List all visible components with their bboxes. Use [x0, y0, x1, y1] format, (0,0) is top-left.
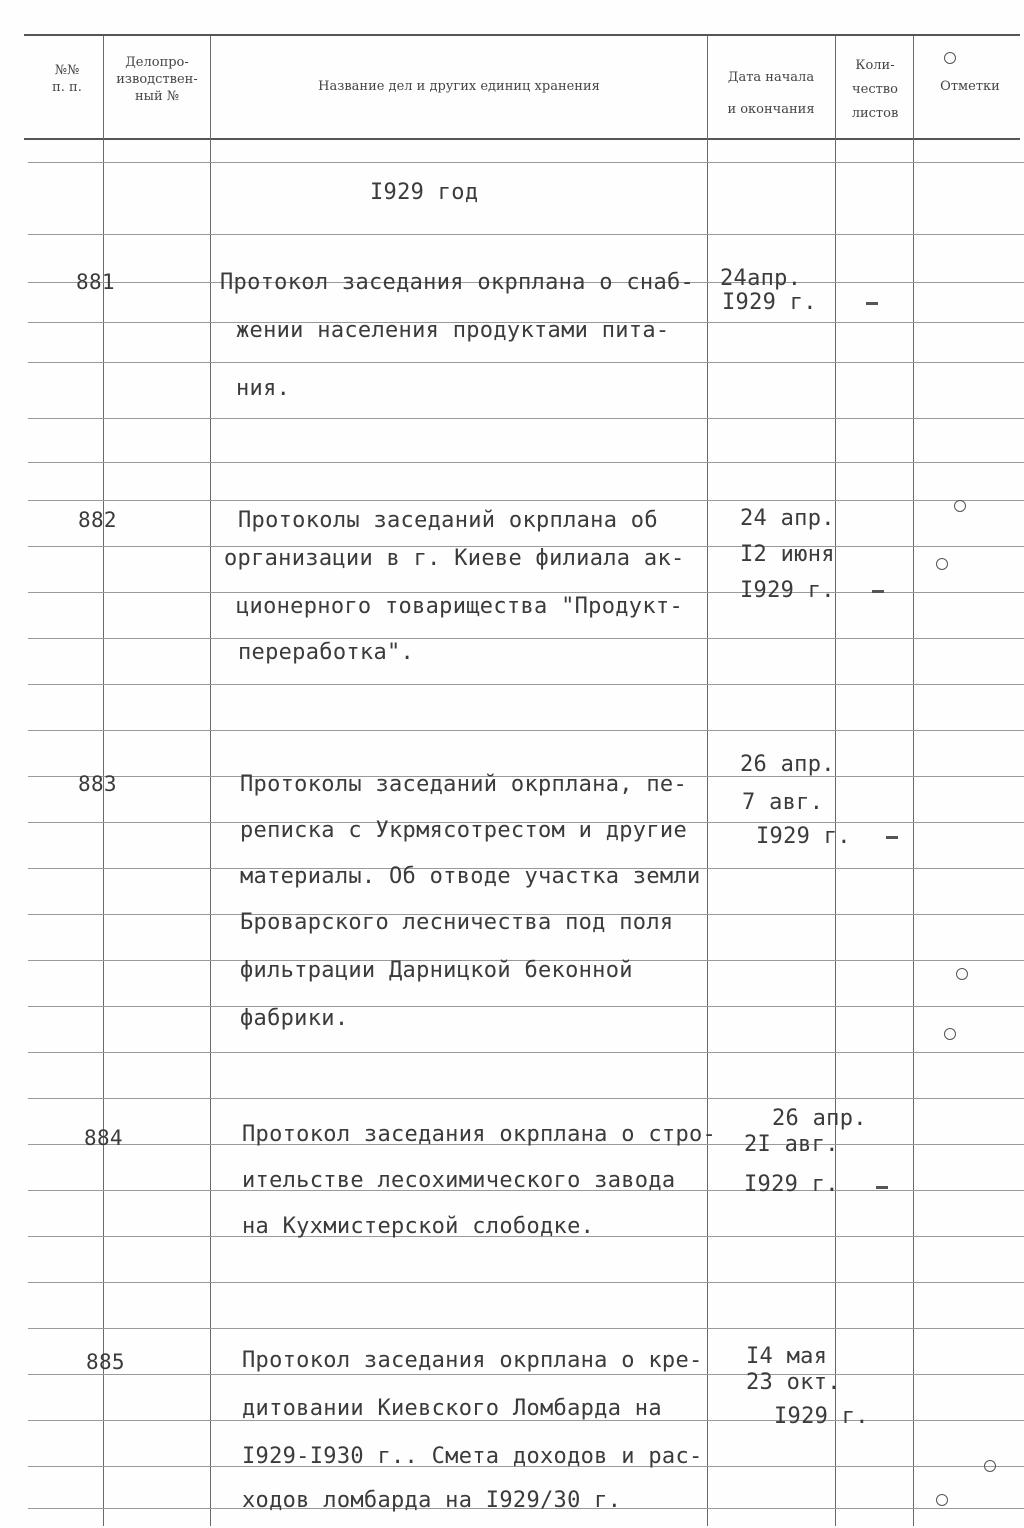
record-number: 885	[86, 1350, 125, 1374]
record-title-line: Протоколы заседаний окрплана об	[238, 508, 658, 533]
ruled-line	[28, 162, 1024, 163]
record-title-line: материалы. Об отводе участка земли	[240, 864, 701, 889]
header-col-dates-line1: Дата начала	[727, 70, 815, 85]
record-date-line: I929 г.	[740, 578, 835, 603]
record-date-line: I929 г.	[774, 1404, 869, 1429]
record-sheets-dash	[876, 1186, 888, 1189]
header-col-office-line3: ный №	[134, 89, 180, 104]
header-col-title	[214, 78, 704, 95]
header-col-office-line2: изводствен-	[116, 72, 198, 87]
record-sheets-dash	[866, 302, 878, 305]
record-date-line: I929 г.	[722, 290, 817, 315]
header-col-number-line1: №№	[54, 63, 80, 78]
record-title-line: Протокол заседания окрплана о снаб-	[220, 270, 695, 295]
ruled-line	[28, 730, 1024, 731]
record-date-line: 7 авг.	[742, 790, 824, 815]
record-title-line: переработка".	[238, 640, 415, 665]
header-bottom-rule	[24, 138, 1020, 140]
record-date-line: I4 мая	[746, 1344, 828, 1369]
record-title-line: ционерного товарищества "Продукт-	[236, 594, 683, 619]
header-col-dates-line2: и окончания	[727, 102, 815, 117]
header-col-notes-text: Отметки	[940, 79, 1000, 94]
header-col-dates	[710, 62, 832, 126]
record-number: 884	[84, 1126, 123, 1150]
record-title-line: на Кухмистерской слободке.	[242, 1214, 595, 1239]
record-date-line: 24апр.	[720, 266, 802, 291]
note-circle-mark	[936, 1494, 948, 1506]
ruled-line	[28, 638, 1024, 639]
record-title-line: фабрики.	[240, 1006, 349, 1031]
ruled-line	[28, 462, 1024, 463]
column-line-5	[913, 36, 914, 1526]
header-col-office	[106, 54, 208, 105]
record-title-line: Протокол заседания окрплана о кре-	[242, 1348, 703, 1373]
record-title-line: ния.	[236, 376, 291, 401]
record-date-line: 2I авг.	[744, 1132, 839, 1157]
record-title-line: ительстве лесохимического завода	[242, 1168, 676, 1193]
header-col-sheets	[838, 54, 912, 126]
note-circle-mark	[954, 500, 966, 512]
column-line-3	[707, 36, 708, 1526]
column-line-2	[210, 36, 211, 1526]
ruled-line	[28, 418, 1024, 419]
header-col-number	[34, 62, 100, 96]
record-title-line: Протокол заседания окрплана о стро-	[242, 1122, 717, 1147]
header-col-sheets-line2: чество	[852, 82, 898, 97]
note-circle-mark	[944, 52, 956, 64]
record-date-line: I2 июня	[740, 542, 835, 567]
ruled-line	[28, 1328, 1024, 1329]
header-col-sheets-line1: Коли-	[855, 58, 895, 73]
header-col-number-line2: п. п.	[52, 80, 82, 95]
ruled-line	[28, 1282, 1024, 1283]
record-title-line: I929-I930 г.. Смета доходов и рас-	[242, 1444, 703, 1469]
record-date-line: 26 апр.	[740, 752, 835, 777]
record-title-line: дитовании Киевского Ломбарда на	[242, 1396, 662, 1421]
record-date-line: I929 г.	[744, 1172, 839, 1197]
record-title-line: реписка с Укрмясотрестом и другие	[240, 818, 687, 843]
note-circle-mark	[956, 968, 968, 980]
header-col-sheets-line3: листов	[851, 106, 899, 121]
header-col-notes	[918, 78, 1022, 95]
record-sheets-dash	[886, 836, 898, 839]
record-title-line: фильтрации Дарницкой беконной	[240, 958, 633, 983]
record-title-line: Броварского лесничества под поля	[240, 910, 674, 935]
ruled-line	[28, 362, 1024, 363]
record-number: 882	[78, 508, 117, 532]
record-title-line: организации в г. Киеве филиала ак-	[224, 546, 685, 571]
record-number: 883	[78, 772, 117, 796]
ruled-line	[28, 1006, 1024, 1007]
record-date-line: 26 апр.	[772, 1106, 867, 1131]
ruled-line	[28, 684, 1024, 685]
ruled-line	[28, 234, 1024, 235]
record-title-line: Протоколы заседаний окрплана, пе-	[240, 772, 687, 797]
note-circle-mark	[984, 1460, 996, 1472]
record-title-line: жении населения продуктами пита-	[236, 318, 670, 343]
ruled-line	[28, 1374, 1024, 1375]
record-sheets-dash	[872, 590, 884, 593]
record-date-line: I929 г.	[756, 824, 851, 849]
note-circle-mark	[936, 558, 948, 570]
header-col-title-text: Название дел и других единиц хранения	[318, 79, 600, 94]
note-circle-mark	[944, 1028, 956, 1040]
record-title-line: ходов ломбарда на I929/30 г.	[242, 1488, 622, 1513]
column-line-4	[835, 36, 836, 1526]
year-heading: I929 год	[370, 180, 479, 205]
record-date-line: 23 окт.	[746, 1370, 841, 1395]
ruled-line	[28, 500, 1024, 501]
ruled-line	[28, 1052, 1024, 1053]
header-top-rule	[24, 34, 1020, 36]
record-date-line: 24 апр.	[740, 506, 835, 531]
ruled-line	[28, 1098, 1024, 1099]
record-number: 881	[76, 270, 115, 294]
header-col-office-line1: Делопро-	[125, 55, 189, 70]
